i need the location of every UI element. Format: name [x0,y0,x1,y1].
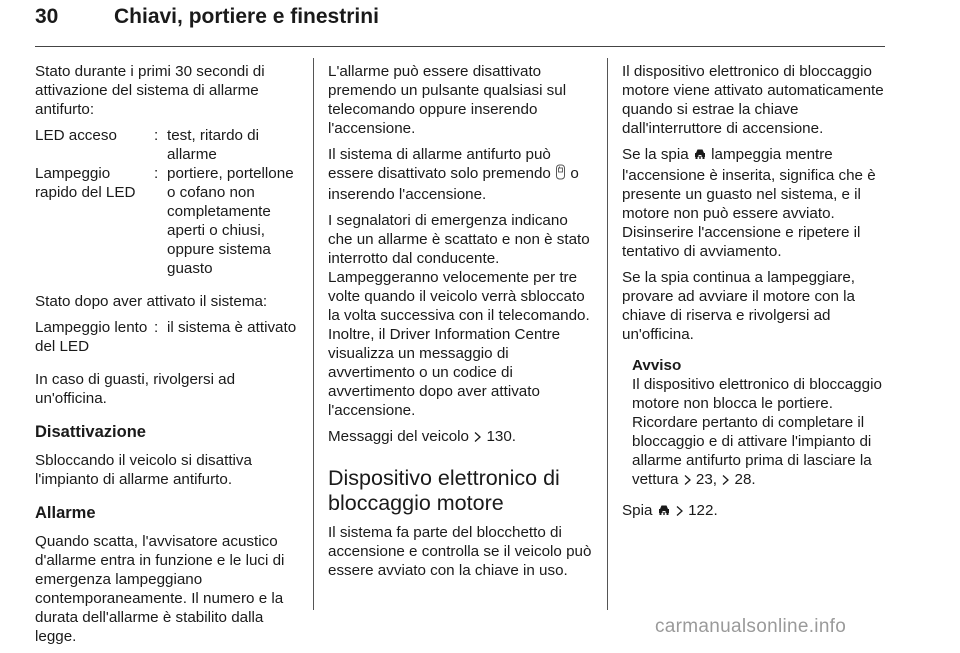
note-title: Avviso [632,357,682,374]
page-header [35,0,885,48]
intro-text: Stato durante i primi 30 secondi di attivazione del sistema di allarme antifurto: [35,63,265,118]
immobilizer-warning-icon [693,147,707,166]
deactivation-text: Sbloccando il veicolo si disattiva l'impianto di allarme antifurto. [35,452,252,488]
paragraph: I segnalatori di emergenza indicano che un allarme è scattato e non è stato interrotto dal conducente. Lampeggeranno velocemente per tre volte quando il veicolo verrà sbloccato la volta successiva con il telecomando. Inoltre, il Driver Information Centre visualizza un messaggio di avvertimento o un codice di avvertimento dopo aver attivato l'accensione. [328,212,590,419]
paragraph: Se la spia continua a lampeggiare, provare ad avviare il motore con la chiave di riserva e rivolgersi ad un'officina. [622,269,856,343]
header-rule [35,46,885,47]
table-desc: portiere, portellone o cofano non completamente aperti o chiusi, oppure sistema guasto [167,165,294,277]
paragraph: Il dispositivo elettronico di bloccaggio motore viene attivato automaticamente quando si estrae la chiave dall'interruttore di accensione. [622,63,884,137]
page-reference[interactable]: 23, [695,471,718,488]
column-1 [35,62,297,653]
reference-arrow-icon [721,472,730,491]
status-table-1 [35,126,297,278]
page-reference[interactable]: 28. [734,471,756,488]
remote-unlock-icon [555,164,566,185]
paragraph: Il sistema di allarme antifurto può essere disattivato solo premendo o inserendo l'accensione. [328,146,579,203]
table-term: LED acceso [35,127,117,144]
note-text: Il dispositivo elettronico di bloccaggio motore non blocca le portiere. Ricordare pertanto di completare il bloccaggio e di attivare l'impianto di allarme antifurto prima di lasciare la vettura 23, 28. [632,375,888,491]
column-3 [622,62,888,529]
column-divider-2 [607,58,608,610]
paragraph: Spia 122. [622,501,888,522]
note-box [632,356,888,491]
after-label: Stato dopo aver attivato il sistema: [35,293,268,310]
paragraph: Il sistema fa parte del blocchetto di accensione e controlla se il veicolo può essere avviato con la chiave in uso. [328,524,592,579]
heading-alarm: Allarme [35,504,96,522]
reference-arrow-icon [473,429,482,448]
table-row: Lampeggio rapido del LED : portiere, portellone o cofano non completamente aperti o chiusi, oppure sistema guasto [35,164,297,278]
watermark-text: carmanualsonline.info [655,616,847,637]
page-number: 30 [35,5,59,28]
paragraph: L'allarme può essere disattivato premendo un pulsante qualsiasi sul telecomando oppure inserendo l'accensione. [328,63,567,137]
table-row: LED acceso : test, ritardo di allarme [35,126,297,164]
page-reference[interactable]: 130. [486,428,517,445]
paragraph: Se la spia lampeggia mentre l'accensione è inserita, significa che è presente un guasto nel sistema, e il motore non può essere avviato. Disinserire l'accensione e ripetere il tentativo di avviamento. [622,146,876,260]
reference-arrow-icon [683,472,692,491]
alarm-text: Quando scatta, l'avvisatore acustico d'allarme entra in funzione e le luci di emergenza lampeggiano contemporaneamente. Il numero e la durata dell'allarme è stabilito dalla legge. [35,533,285,645]
immobilizer-warning-icon [657,503,671,522]
page-title: Chiavi, portiere e finestrini [114,5,379,28]
reference-arrow-icon [675,503,684,522]
column-divider-1 [313,58,314,610]
fault-text: In caso di guasti, rivolgersi ad un'officina. [35,371,236,407]
status-table-2 [35,318,297,356]
table-row: Lampeggio lento del LED : il sistema è attivato [35,319,297,355]
table-desc: il sistema è attivato [167,319,297,336]
table-term: Lampeggio rapido del LED [35,165,136,201]
heading-deactivation: Disattivazione [35,423,146,441]
column-2 [328,62,593,587]
page-reference[interactable]: 122. [688,502,718,519]
table-desc: test, ritardo di allarme [167,127,260,163]
paragraph: Messaggi del veicolo 130. [328,427,593,448]
section-heading: Dispositivo elettronico di bloccaggio motore [328,466,560,515]
table-term: Lampeggio lento del LED [35,319,148,355]
